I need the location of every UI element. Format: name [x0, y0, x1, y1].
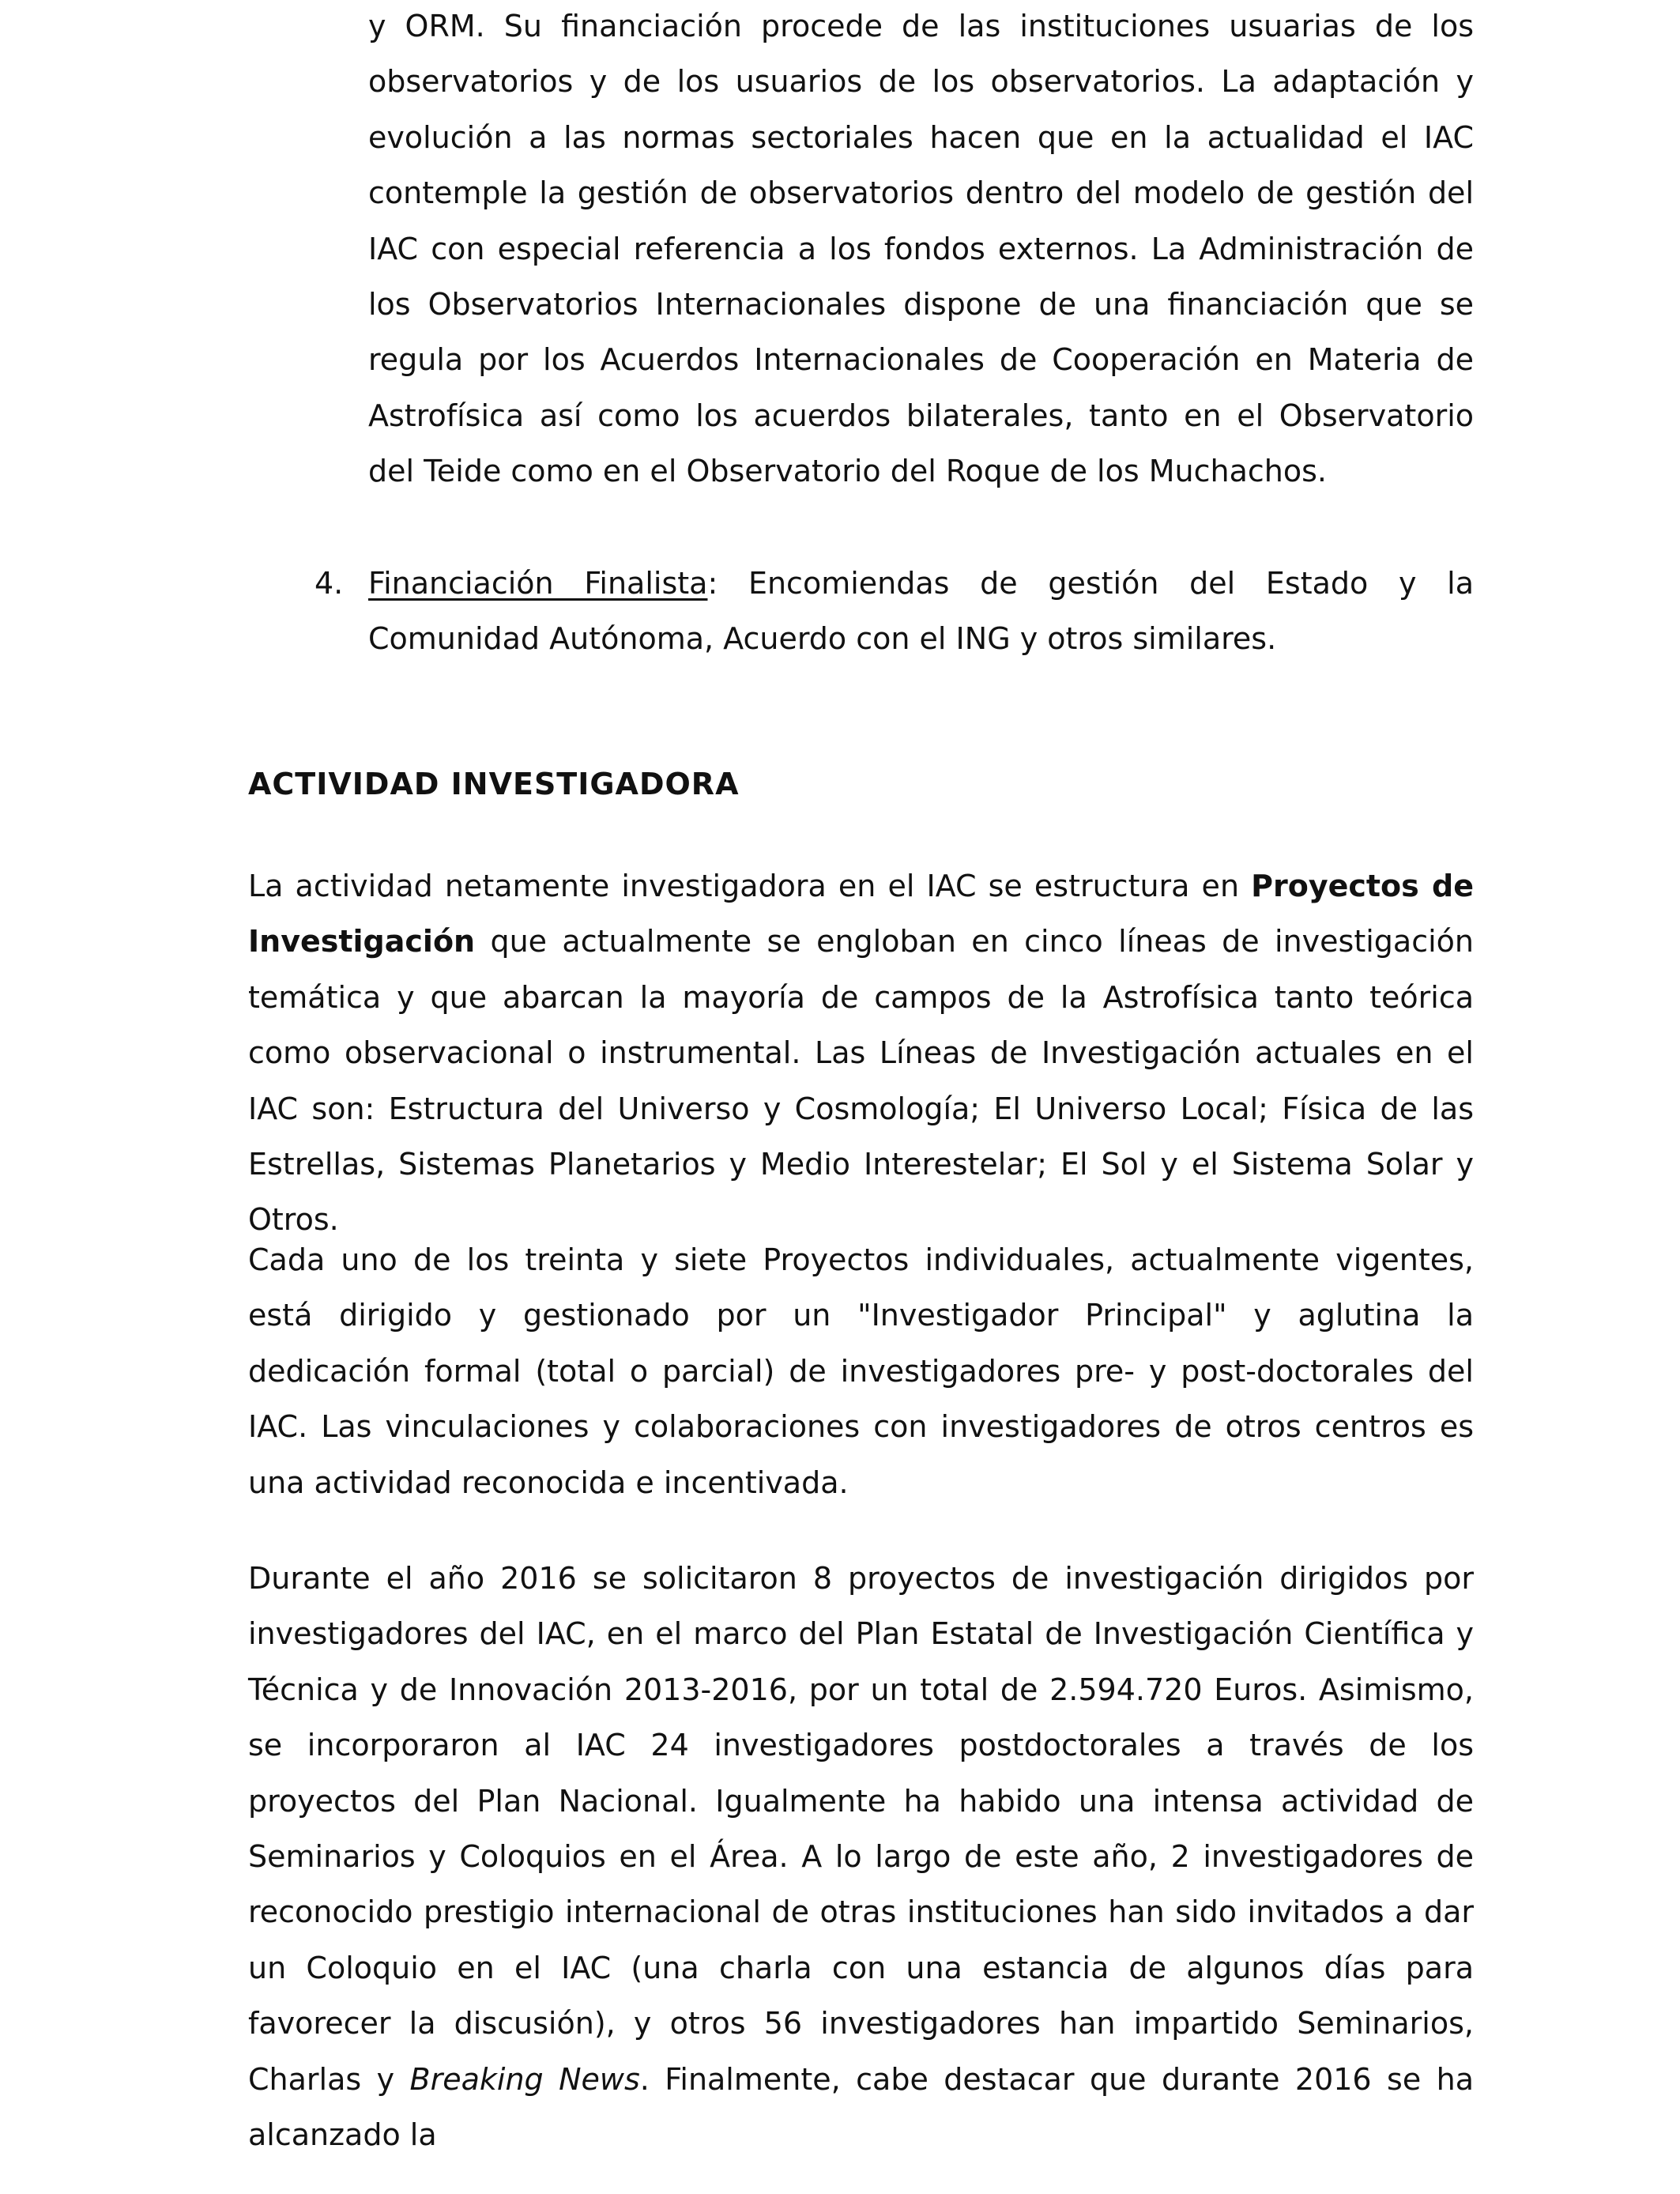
list-item-body	[368, 556, 1474, 667]
continuation-paragraph: y ORM. Su financiación procede de las instituciones usuarias de los observatorios y de los usuarios de los observatorios. La adaptación y evolución a las normas sectoriales hacen que en la actualidad el IAC contemple la gestión de observatorios dentro del modelo de gestión del IAC con especial referencia a los fondos externos. La Administración de los Observatorios Internacionales dispone de una financiación que se regula por los Acuerdos Internacionales de Cooperación en Materia de Astrofísica así como los acuerdos bilaterales, tanto en el Observatorio del Teide como en el Observatorio del Roque de los Muchachos.	[368, 9, 1474, 489]
p1-text-start: La actividad netamente investigadora en el IAC se estructura en	[248, 869, 1252, 903]
p3-italic-term: Breaking News	[409, 2061, 640, 2097]
paragraph-research-structure	[248, 858, 1474, 1248]
paragraph-projects: Cada uno de los treinta y siete Proyectos individuales, actualmente vigentes, está dirigido y gestionado por un "Investigador Principal" y aglutina la dedicación formal (total o parcial) de investigadores pre- y post-doctorales del IAC. Las vinculaciones y colaboraciones con investigadores de otros centros es una actividad reconocida e incentivada.	[248, 1242, 1474, 1500]
p1-text-end: que actualmente se engloban en cinco líneas de investigación temática y que abarcan la mayoría de campos de la Astrofísica tanto teórica como observacional o instrumental. Las Líneas de Investigación actuales en el IAC son: Estructura del Universo y Cosmología; El Universo Local; Física de las Estrellas, Sistemas Planetarios y Medio Interestelar; El Sol y el Sistema Solar y Otros.	[248, 924, 1474, 1238]
section-heading: ACTIVIDAD INVESTIGADORA	[248, 767, 740, 801]
p3-text-start: Durante el año 2016 se solicitaron 8 proyectos de investigación dirigidos por investigadores del IAC, en el marco del Plan Estatal de Investigación Científica y Técnica y de Innovación 2013-2016, por un total de 2.594.720 Euros. Asimismo, se incorporaron al IAC 24 investigadores postdoctorales a través de los proyectos del Plan Nacional. Igualmente ha habido una intensa actividad de Seminarios y Coloquios en el Área. A lo largo de este año, 2 investigadores de reconocido prestigio internacional de otras instituciones han sido invitados a dar un Coloquio en el IAC (una charla con una estancia de algunos días para favorecer la discusión), y otros 56 investigadores han impartido Seminarios, Charlas y	[248, 1561, 1474, 2097]
p1-bold-term: Proyectos de Investigación	[248, 869, 1474, 959]
list-item-term: Financiación Finalista	[368, 566, 708, 601]
p3-text-end: . Finalmente, cabe destacar que durante 2016 se ha alcanzado la	[248, 2061, 1475, 2153]
paragraph-2016-activity	[248, 1551, 1474, 2162]
list-item-text: : Encomiendas de gestión del Estado y la Comunidad Autónoma, Acuerdo con el ING y otros similares.	[368, 566, 1474, 657]
list-item-number: 4.	[315, 566, 344, 601]
